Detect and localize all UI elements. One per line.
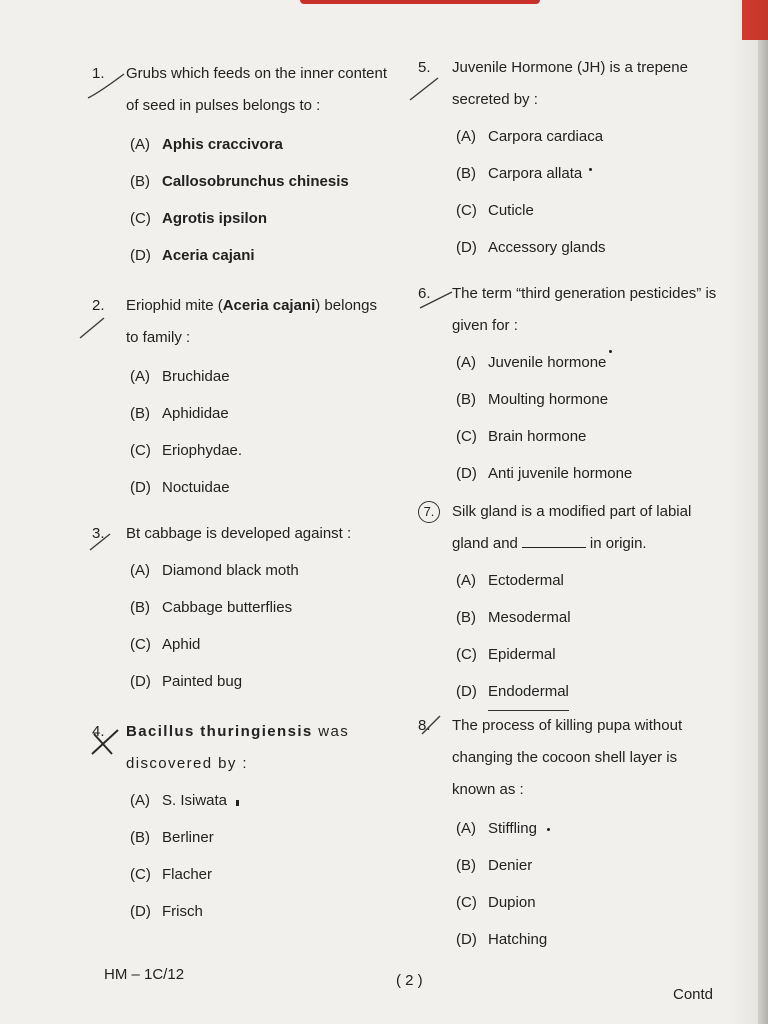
- question-text: The term “third generation pesticides” is given for :: [452, 285, 717, 334]
- question-number: 4.: [92, 723, 105, 740]
- question-text: [126, 716, 392, 780]
- option-label: (C): [130, 442, 151, 459]
- question-text-part: was discovered by :: [126, 723, 350, 772]
- option-text: Cabbage butterflies: [162, 599, 293, 616]
- option-c[interactable]: [130, 200, 392, 237]
- option-text: S. Isiwata: [162, 792, 228, 809]
- option-label: (B): [456, 857, 476, 874]
- option-text: Eriophydae.: [162, 442, 243, 459]
- option-label: (C): [130, 210, 151, 227]
- option-text: Flacher: [162, 866, 213, 883]
- paper-code: HM – 1C/12: [104, 966, 185, 983]
- option-label: (D): [130, 479, 151, 496]
- question-3: [92, 518, 392, 700]
- question-1: [92, 58, 392, 274]
- option-a[interactable]: [456, 810, 723, 847]
- option-c[interactable]: [130, 856, 392, 893]
- species-name: Bacillus thuringiensis: [126, 723, 313, 740]
- option-label: (D): [130, 673, 151, 690]
- option-d[interactable]: [456, 455, 723, 492]
- option-label: (A): [456, 128, 476, 145]
- option-a[interactable]: [130, 358, 392, 395]
- option-text: Aphid: [162, 636, 201, 653]
- option-text: Painted bug: [162, 673, 243, 690]
- pencil-tick-mark: [88, 530, 114, 554]
- pencil-tick-mark: [418, 290, 454, 310]
- pencil-dot: [236, 800, 239, 806]
- fill-in-blank: [522, 533, 586, 548]
- option-label: (A): [456, 572, 476, 589]
- question-number: 1.: [92, 65, 105, 82]
- question-text-part: Eriophid mite (: [126, 297, 223, 314]
- page-number: ( 2 ): [396, 972, 423, 989]
- option-a[interactable]: [130, 552, 392, 589]
- question-number: 8.: [418, 717, 431, 734]
- option-label: (C): [456, 894, 477, 911]
- option-label: (D): [456, 931, 477, 948]
- option-text: Moulting hormone: [488, 391, 609, 408]
- option-b[interactable]: [456, 847, 723, 884]
- pencil-dot: [589, 168, 592, 171]
- option-text: Aphis craccivora: [162, 136, 283, 153]
- option-label: (C): [456, 646, 477, 663]
- option-c[interactable]: [130, 432, 392, 469]
- option-label: (B): [130, 405, 150, 422]
- option-label: (D): [456, 465, 477, 482]
- question-8: [418, 710, 723, 958]
- option-label: (D): [130, 247, 151, 264]
- option-text: Epidermal: [488, 646, 556, 663]
- option-c[interactable]: [456, 418, 723, 455]
- option-a[interactable]: [130, 126, 392, 163]
- option-d[interactable]: [130, 893, 392, 930]
- species-name: Aceria cajani: [222, 297, 316, 314]
- option-text: Juvenile hormone: [488, 354, 607, 371]
- option-a[interactable]: [130, 782, 392, 819]
- option-label: (B): [130, 599, 150, 616]
- option-text: Berliner: [162, 829, 214, 846]
- option-text: Frisch: [162, 903, 203, 920]
- option-text: Accessory glands: [488, 239, 606, 256]
- option-text: Endodermal: [488, 673, 569, 711]
- option-label: (A): [456, 820, 476, 837]
- option-label: (D): [456, 683, 477, 700]
- option-b[interactable]: [456, 599, 723, 636]
- option-text: Stiffling: [488, 820, 537, 837]
- option-d[interactable]: [456, 229, 723, 266]
- scan-shade: [728, 0, 768, 1024]
- circled-number: 7.: [418, 501, 440, 523]
- question-text: Grubs which feeds on the inner content of seed in pulses belongs to :: [126, 65, 387, 114]
- question-text: The process of killing pupa without changing the cocoon shell layer is known as :: [452, 717, 683, 798]
- option-label: (D): [456, 239, 477, 256]
- pencil-dot: [609, 350, 612, 353]
- option-label: (A): [130, 136, 150, 153]
- option-c[interactable]: [456, 192, 723, 229]
- question-5: [418, 52, 723, 266]
- option-b[interactable]: [130, 163, 392, 200]
- question-text-part: Silk gland is a modified part of labial gland and: [452, 503, 692, 552]
- question-number: 5.: [418, 59, 431, 76]
- option-label: (B): [456, 165, 476, 182]
- option-label: (A): [130, 368, 150, 385]
- option-text: Callosobrunchus chinesis: [162, 173, 349, 190]
- option-text: Aphididae: [162, 405, 229, 422]
- option-text: Aceria cajani: [162, 247, 255, 264]
- option-label: (C): [456, 428, 477, 445]
- option-text: Carpora cardiaca: [488, 128, 604, 145]
- question-2: [92, 290, 392, 506]
- pencil-tick-mark: [86, 70, 126, 104]
- option-d[interactable]: [456, 921, 723, 958]
- question-number: 3.: [92, 525, 105, 542]
- option-text: Denier: [488, 857, 533, 874]
- question-7: [418, 496, 723, 711]
- option-b[interactable]: [130, 589, 392, 626]
- option-label: (C): [130, 636, 151, 653]
- option-c[interactable]: [456, 884, 723, 921]
- option-a[interactable]: [456, 118, 723, 155]
- option-d[interactable]: [130, 469, 392, 506]
- option-b[interactable]: [130, 819, 392, 856]
- option-text: Dupion: [488, 894, 536, 911]
- option-d[interactable]: [130, 663, 392, 700]
- option-b[interactable]: [456, 155, 723, 192]
- question-text-part: in origin.: [589, 535, 647, 552]
- option-text: Cuticle: [488, 202, 534, 219]
- pencil-tick-mark: [78, 312, 108, 342]
- pencil-dot: [547, 828, 550, 831]
- question-text: Bt cabbage is developed against :: [126, 525, 352, 542]
- option-text: Noctuidae: [162, 479, 230, 496]
- option-a[interactable]: [456, 562, 723, 599]
- pencil-cross-mark: [88, 726, 122, 758]
- option-text: Agrotis ipsilon: [162, 210, 267, 227]
- question-text-part: ) belongs to family :: [126, 297, 377, 346]
- option-c[interactable]: [456, 636, 723, 673]
- option-label: (B): [130, 829, 150, 846]
- option-text: Ectodermal: [488, 572, 564, 589]
- pencil-tick-mark: [420, 712, 444, 738]
- option-label: (C): [456, 202, 477, 219]
- option-label: (B): [456, 391, 476, 408]
- option-c[interactable]: [130, 626, 392, 663]
- option-label: (D): [130, 903, 151, 920]
- question-text: [126, 290, 392, 354]
- continued-label: Contd: [673, 986, 714, 1003]
- option-d[interactable]: [456, 673, 723, 711]
- option-label: (B): [130, 173, 150, 190]
- option-text: Brain hormone: [488, 428, 587, 445]
- option-text: Carpora allata: [488, 165, 583, 182]
- option-d[interactable]: [130, 237, 392, 274]
- option-label: (A): [130, 562, 150, 579]
- option-label: (A): [456, 354, 476, 371]
- question-number: 6.: [418, 285, 431, 302]
- option-text: Diamond black moth: [162, 562, 299, 579]
- question-text: Juvenile Hormone (JH) is a trepene secreted by :: [452, 59, 688, 108]
- question-4: [92, 716, 392, 930]
- option-text: Bruchidae: [162, 368, 230, 385]
- question-number: 2.: [92, 297, 105, 314]
- option-label: (C): [130, 866, 151, 883]
- option-a[interactable]: [456, 344, 723, 381]
- pencil-tick-mark: [408, 74, 442, 104]
- option-b[interactable]: [130, 395, 392, 432]
- option-label: (A): [130, 792, 150, 809]
- option-text: Anti juvenile hormone: [488, 465, 633, 482]
- top-red-edge: [300, 0, 540, 4]
- option-text: Mesodermal: [488, 609, 571, 626]
- option-label: (B): [456, 609, 476, 626]
- option-b[interactable]: [456, 381, 723, 418]
- option-text: Hatching: [488, 931, 548, 948]
- question-6: [418, 278, 723, 492]
- question-number: [418, 496, 452, 560]
- question-text: [452, 496, 723, 560]
